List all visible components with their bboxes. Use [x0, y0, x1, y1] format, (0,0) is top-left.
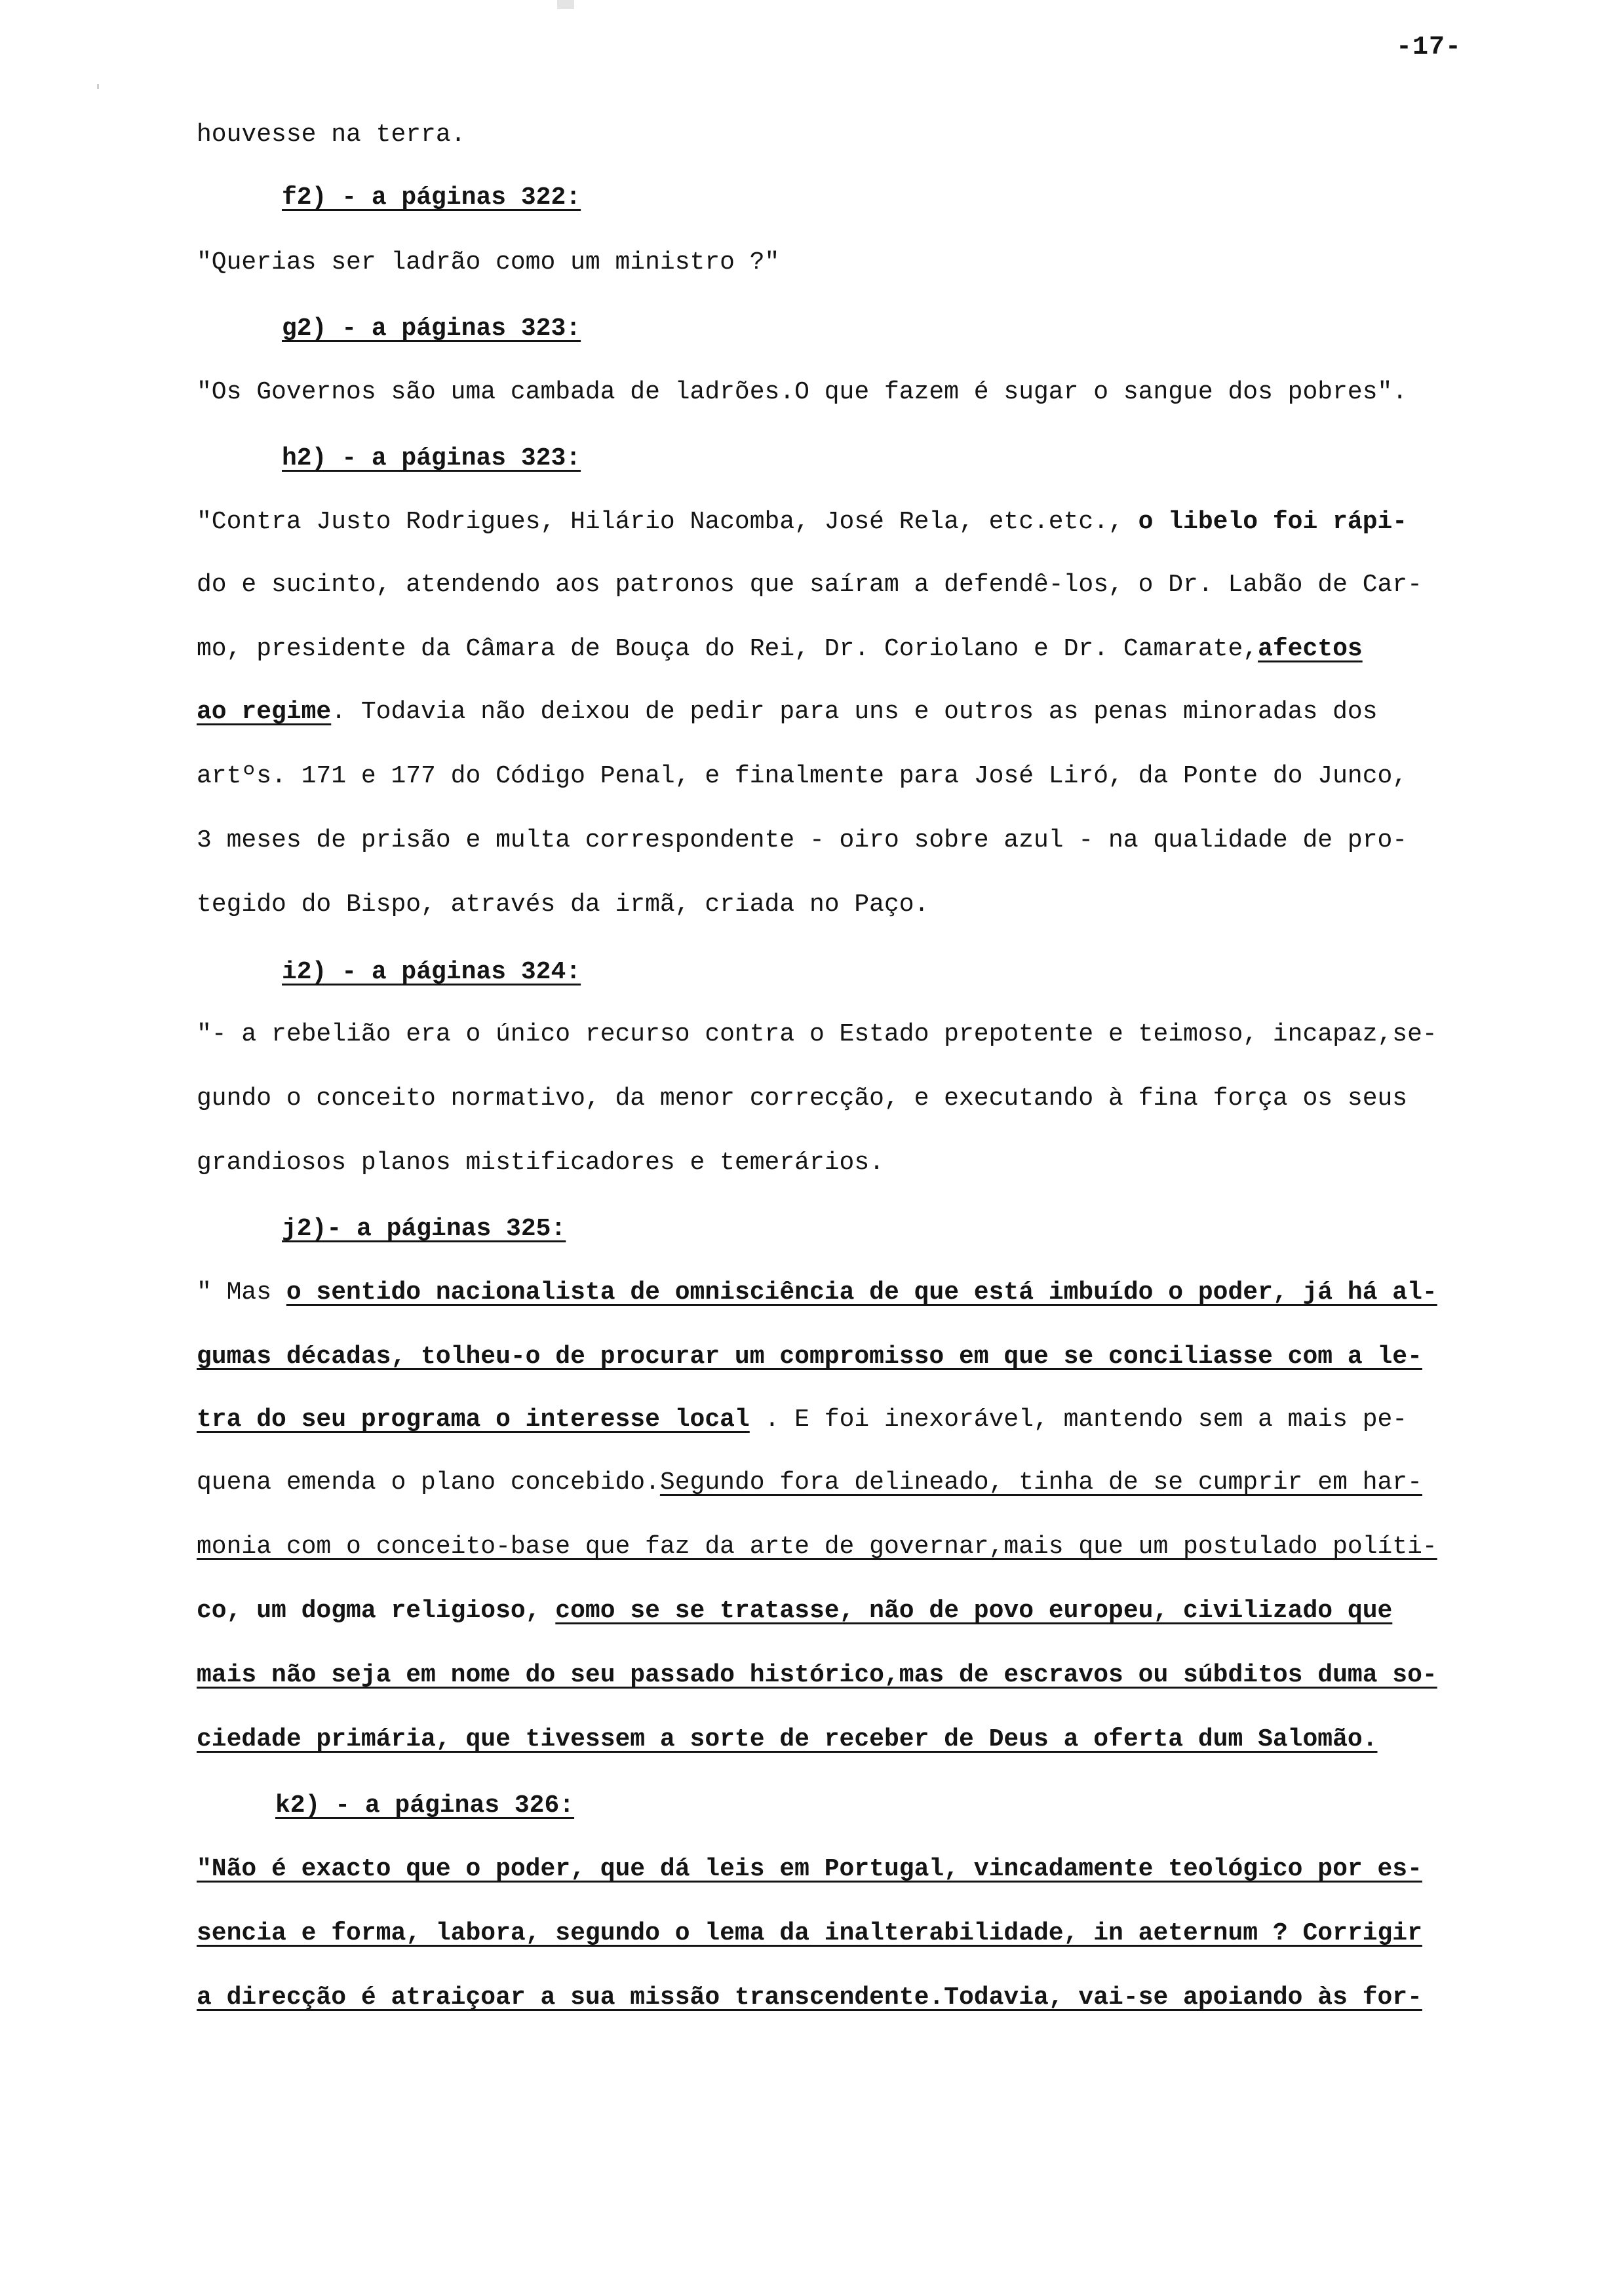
text-run: mo, presidente da Câmara de Bouça do Rei, Dr. Coriolano e Dr. Camarate,	[197, 635, 1258, 663]
text-line: houvesse na terra.	[197, 121, 466, 149]
quote-line: monia com o conceito-base que faz da arte de governar,mais que um postulado políti-	[197, 1533, 1437, 1561]
text-run: . Todavia não deixou de pedir para uns e outros as penas minoradas dos	[331, 698, 1378, 726]
text-run: co, um dogma religioso,	[197, 1597, 556, 1625]
underlined-run: ao regime	[197, 698, 332, 726]
quote-line: artºs. 171 e 177 do Código Penal, e finalmente para José Liró, da Ponte do Junco,	[197, 762, 1408, 790]
text-run: quena emenda o plano concebido.	[197, 1468, 660, 1497]
text-run: o libelo foi rápi-	[1138, 508, 1408, 536]
quote-line: mais não seja em nome do seu passado histórico,mas de escravos ou súbditos duma so-	[197, 1661, 1437, 1689]
section-heading-g2: g2) - a páginas 323:	[282, 315, 581, 343]
quote-line	[197, 1599, 1392, 1624]
scan-speck	[557, 0, 574, 9]
quote-line: 3 meses de prisão e multa correspondente - oiro sobre azul - na qualidade de pro-	[197, 826, 1408, 854]
quote-line: gundo o conceito normativo, da menor correcção, e executando à fina força os seus	[197, 1084, 1408, 1113]
underlined-run: afectos	[1258, 635, 1363, 663]
quote-line	[197, 1407, 1407, 1432]
underlined-run: o sentido nacionalista de omnisciência de que está imbuído o poder, já há al-	[286, 1278, 1437, 1307]
section-heading-j2: j2)- a páginas 325:	[282, 1215, 566, 1243]
quote-line	[197, 637, 1363, 662]
text-run: . E foi inexorável, mantendo sem a mais pe-	[749, 1406, 1408, 1434]
quote-line: ciedade primária, que tivessem a sorte de receber de Deus a oferta dum Salomão.	[197, 1725, 1378, 1753]
section-heading-i2: i2) - a páginas 324:	[282, 958, 581, 986]
text-run: " Mas	[197, 1278, 286, 1307]
text-run: "Contra Justo Rodrigues, Hilário Nacomba, José Rela, etc.etc.,	[197, 508, 1138, 536]
quote-line: do e sucinto, atendendo aos patronos que saíram a defendê-los, o Dr. Labão de Car-	[197, 571, 1422, 599]
quote-line	[197, 700, 1378, 725]
underlined-run: Segundo fora delineado, tinha de se cumprir em har-	[659, 1468, 1422, 1497]
scan-mark	[97, 84, 99, 89]
quote-line: grandiosos planos mistificadores e temerários.	[197, 1149, 884, 1177]
quote-line: tegido do Bispo, através da irmã, criada no Paço.	[197, 890, 929, 919]
quote-line: sencia e forma, labora, segundo o lema da inalterabilidade, in aeternum ? Corrigir	[197, 1919, 1422, 1947]
page-number: -17-	[1396, 33, 1462, 62]
underlined-run: como se se tratasse, não de povo europeu, civilizado que	[555, 1597, 1393, 1625]
quote-line: "Os Governos são uma cambada de ladrões.O que fazem é sugar o sangue dos pobres".	[197, 378, 1408, 406]
section-heading-k2: k2) - a páginas 326:	[275, 1791, 575, 1820]
quote-line: "Querias ser ladrão como um ministro ?"	[197, 248, 780, 277]
quote-line	[197, 510, 1407, 535]
underlined-run: tra do seu programa o interesse local	[197, 1406, 750, 1434]
quote-line	[197, 1280, 1437, 1305]
quote-line: "- a rebelião era o único recurso contra o Estado prepotente e teimoso, incapaz,se-	[197, 1020, 1437, 1048]
quote-line	[197, 1470, 1422, 1495]
quote-line: gumas décadas, tolheu-o de procurar um compromisso em que se conciliasse com a le-	[197, 1343, 1422, 1371]
quote-line: a direcção é atraiçoar a sua missão transcendente.Todavia, vai-se apoiando às for-	[197, 1983, 1422, 2012]
section-heading-f2: f2) - a páginas 322:	[282, 183, 581, 212]
quote-line: "Não é exacto que o poder, que dá leis em Portugal, vincadamente teológico por es-	[197, 1855, 1422, 1883]
section-heading-h2: h2) - a páginas 323:	[282, 444, 581, 472]
